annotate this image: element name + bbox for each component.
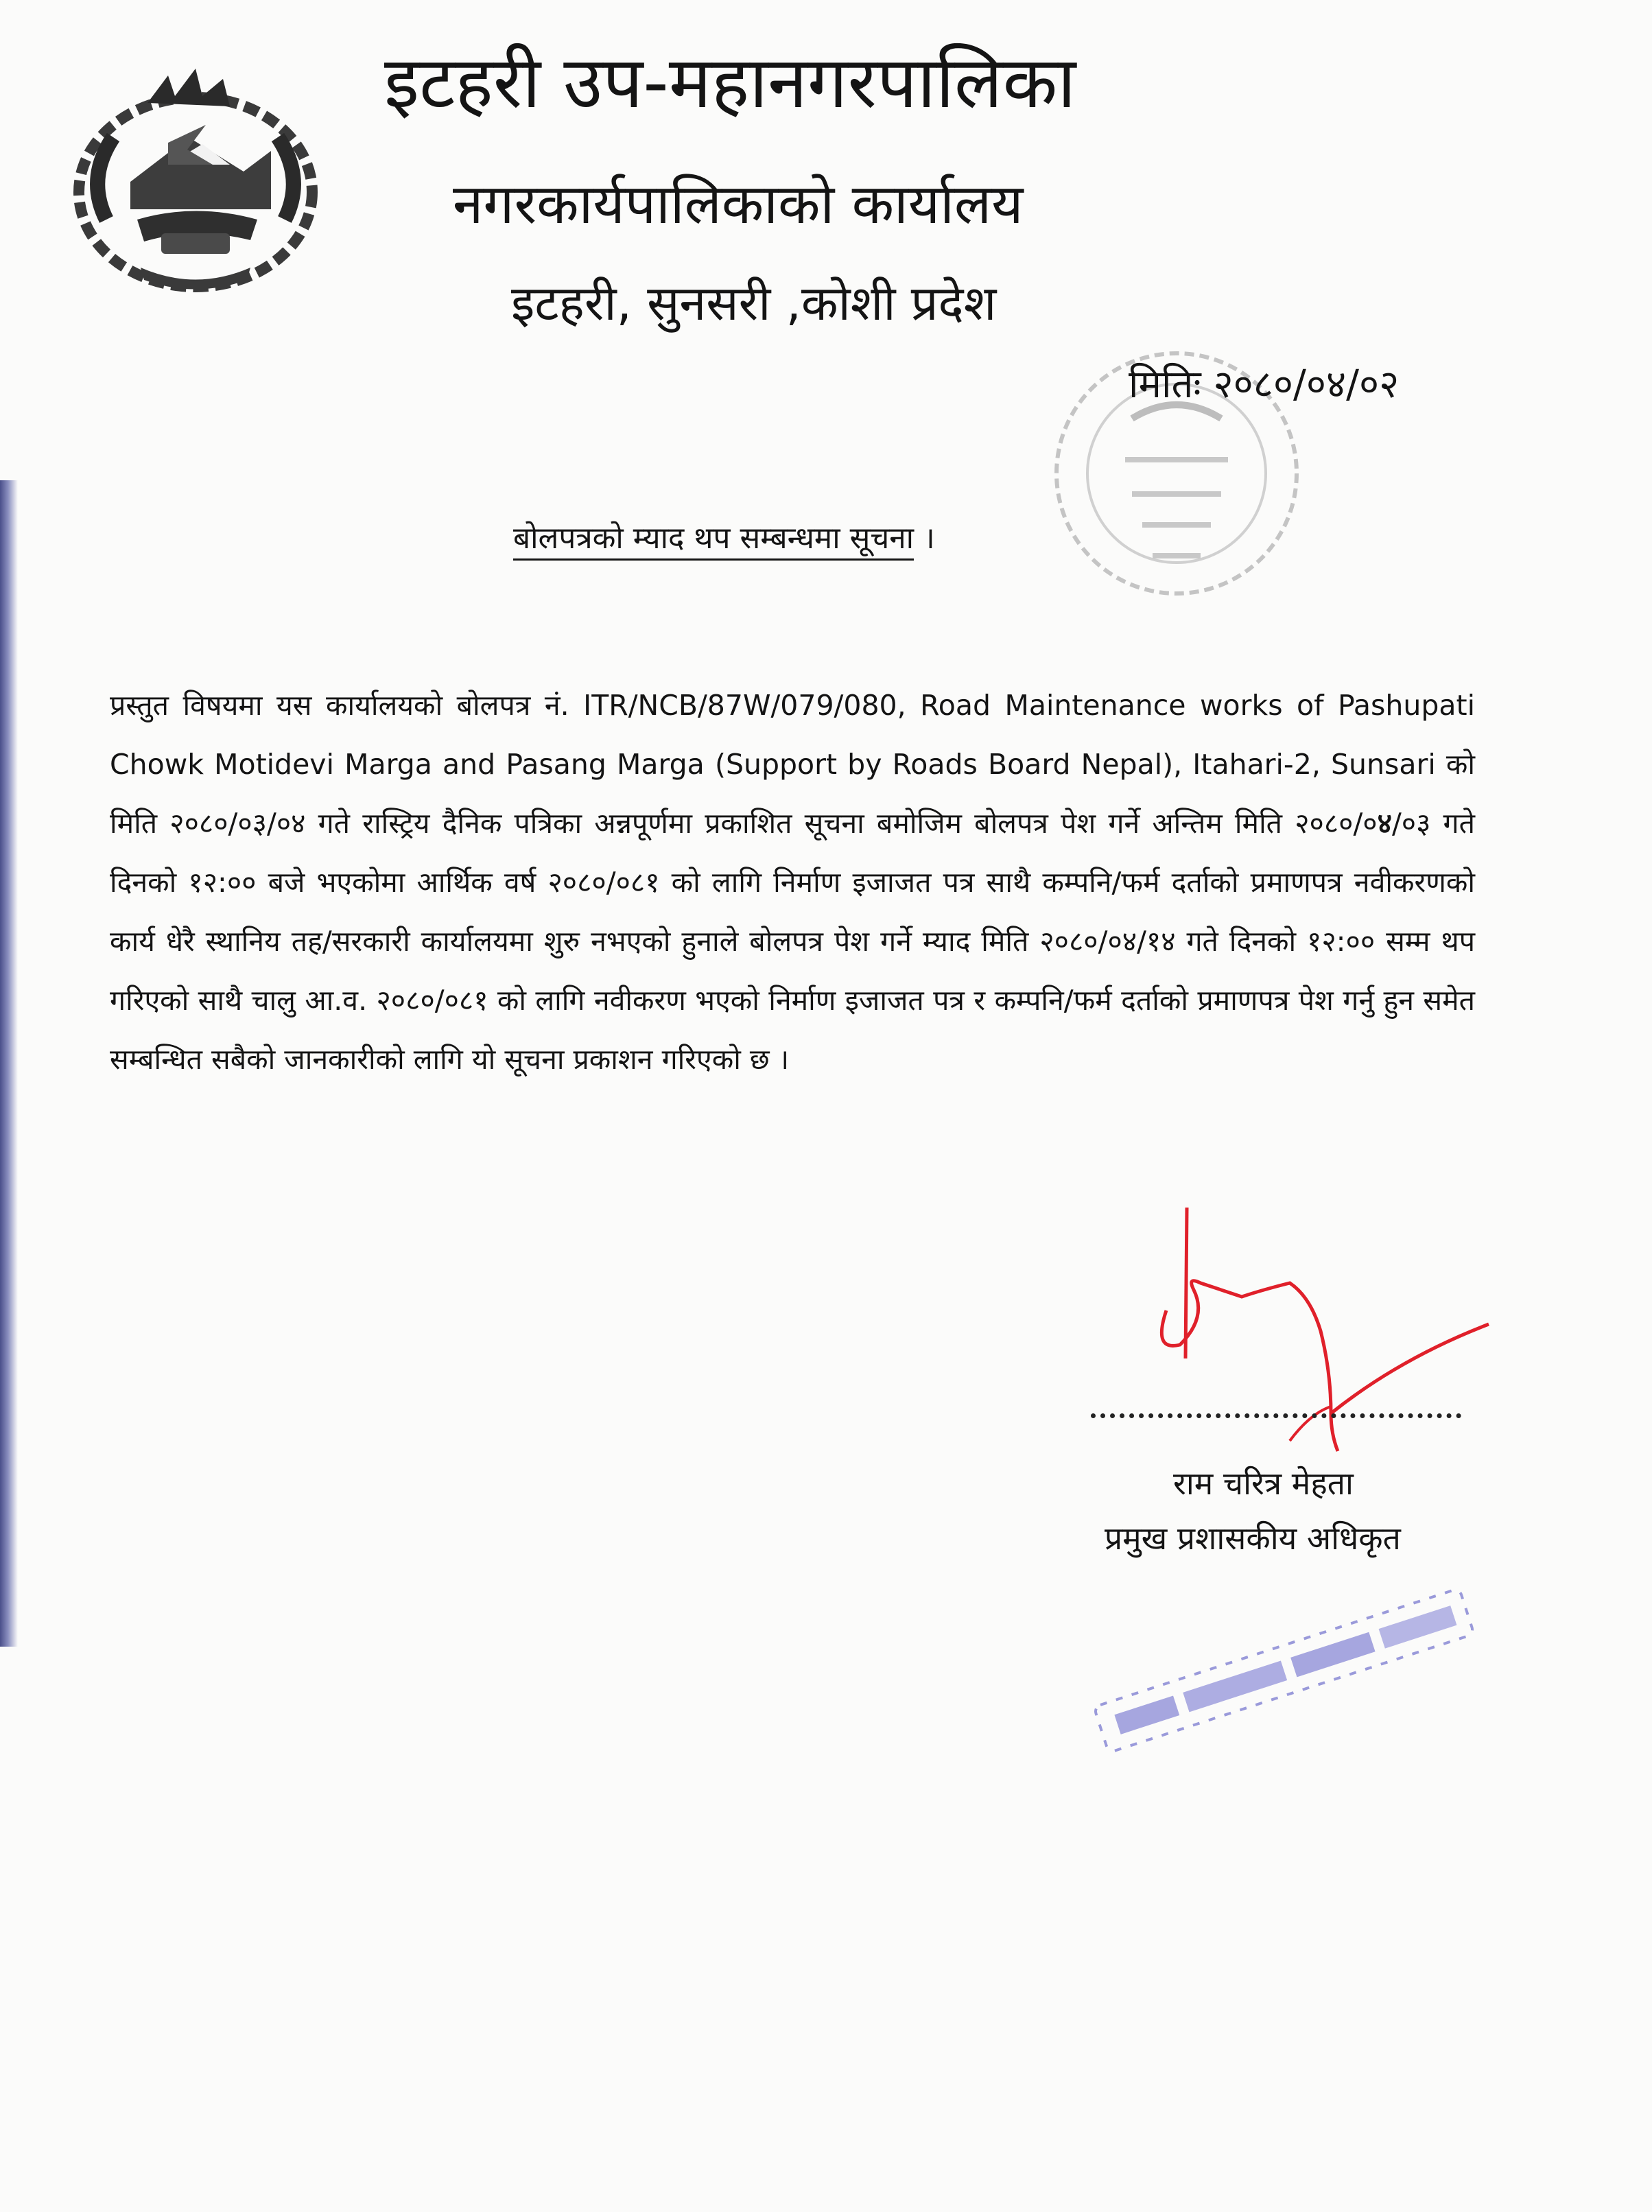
date-value: २०८०/०४/०२	[1213, 362, 1400, 407]
office-title: नगरकार्यपालिकाको कार्यालय	[453, 172, 1024, 236]
official-designation-stamp-icon	[1070, 1564, 1496, 1770]
body-part-2: /०३ गते दिनको १२:०० बजे भएकोमा आर्थिक वर्ष २०८०/०८१ को लागि निर्माण इजाजत पत्र साथै कम्पनि/फर्म दर्ताको प्रमाणपत्र नवीकरणको कार्य धेरै स्थानिय तह/सरकारी कार्यालयमा शुरु नभएको हुनाले बोलपत्र पेश गर्ने म्याद मिति २०८०/०४/१४ गते दिनको १२:०० सम्म थप गरिएको साथै चालु आ.व. २०८०/०८१ को लागि नवीकरण भएको निर्माण इजाजत पत्र र कम्पनि/फर्म दर्ताको प्रमाणपत्र पेश गर्नु हुन समेत सम्बन्धित सबैको जानकारीको लागि यो सूचना प्रकाशन गरिएको छ ।	[110, 807, 1475, 1076]
signature-line	[1091, 1413, 1461, 1418]
nepal-emblem-icon	[65, 62, 326, 302]
notice-date	[1129, 357, 1399, 409]
body-part-1: प्रस्तुत विषयमा यस कार्यालयको बोलपत्र नं. ITR/NCB/87W/079/080, Road Maintenance works of Pashupati Chowk Motidevi Marga and Pasang Marga (Support by Roads Board Nepal), Itahari-2, Sunsari को मिति २०८०/०३/०४ गते रास्ट्रिय दैनिक पत्रिका अन्नपूर्णमा प्रकाशित सूचना बमोजिम बोलपत्र पेश गर्ने अन्तिम मिति २०८०/०	[110, 689, 1475, 840]
date-label: मितिः	[1129, 362, 1201, 407]
office-address: इटहरी, सुनसरी ,कोशी प्रदेश	[511, 275, 997, 331]
signatory-title: प्रमुख प्रशासकीय अधिकृत	[1105, 1520, 1401, 1557]
subject-terminator: ।	[923, 521, 935, 556]
notice-subject	[513, 516, 935, 557]
page-edge-shadow	[0, 480, 18, 1647]
handwritten-correction: ४	[1377, 807, 1392, 840]
municipality-title: इटहरी उप-महानगरपालिका	[384, 40, 1076, 124]
notice-body	[110, 676, 1475, 1089]
signatory-name: राम चरित्र मेहता	[1173, 1465, 1354, 1502]
subject-text: बोलपत्रको म्याद थप सम्बन्धमा सूचना	[513, 521, 914, 561]
